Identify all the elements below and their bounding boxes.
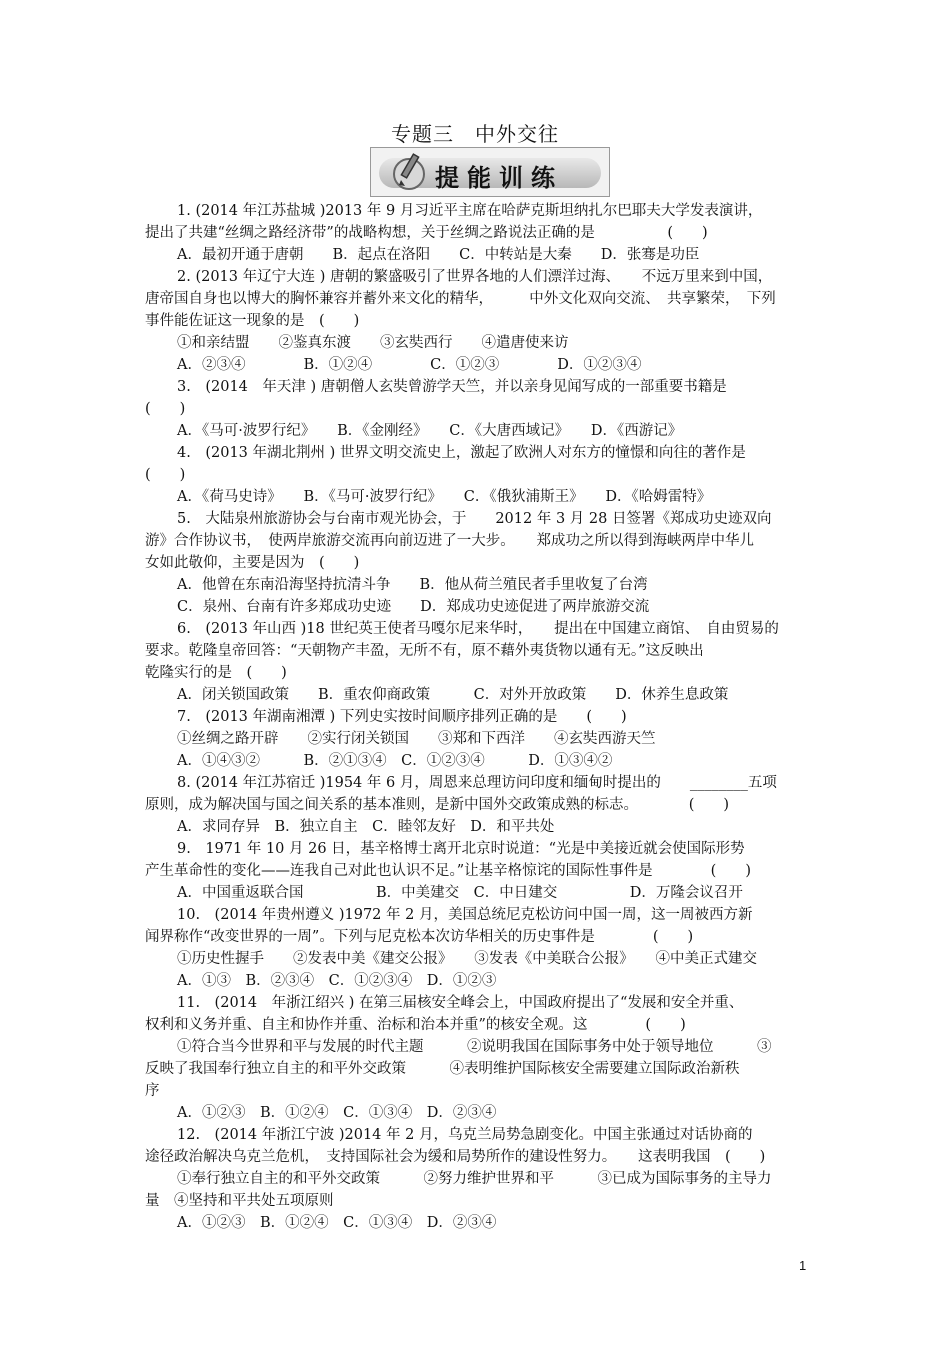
text-line: 2. (2013 年辽宁大连 ) 唐朝的繁盛吸引了世界各地的人们漂洋过海、 不远万里来到中国， [177, 269, 773, 285]
text-line: 产生革命性的变化——连我自己对此也认识不足。”让基辛格惊诧的国际性事件是 ( ) [145, 863, 751, 879]
text-line: A．①②③ B．①②④ C．①③④ D．②③④ [177, 1105, 497, 1121]
text-line: A．①④③② B．②①③④ C．①②③④ D．①③④② [177, 753, 613, 769]
page-number: 1 [799, 1258, 807, 1273]
text-line: 1. (2014 年江苏盐城 )2013 年 9 月习近平主席在哈萨克斯坦纳扎尔巴耶夫大学发表演讲， [177, 203, 763, 219]
text-line: ( ) [145, 467, 186, 483]
text-line: 5. 大陆泉州旅游协会与台南市观光协会，于 2012 年 3 月 28 日签署《郑成功史迹双向 [177, 511, 772, 527]
text-line: A．中国重返联合国 B．中美建交 C．中日建交 D．万隆会议召开 [177, 885, 743, 901]
text-line: 乾隆实行的是 ( ) [145, 665, 287, 681]
pencil-icon [387, 150, 431, 194]
text-line: 要求。乾隆皇帝回答：“天朝物产丰盈，无所不有，原不藉外夷货物以通有无。”这反映出 [145, 643, 704, 659]
text-line: 游》合作协议书， 使两岸旅游交流再向前迈进了一大步。 郑成功之所以得到海峡两岸中华儿 [145, 533, 754, 549]
text-line: C．泉州、台南有许多郑成功史迹 D．郑成功史迹促进了两岸旅游交流 [177, 599, 650, 615]
text-line: ①丝绸之路开辟 ②实行闭关锁国 ③郑和下西洋 ④玄奘西游天竺 [177, 731, 656, 747]
text-line: 9. 1971 年 10 月 26 日，基辛格博士离开北京时说道：“光是中美接近就会使国际形势 [177, 841, 745, 857]
text-line: 原则，成为解决国与国之间关系的基本准则，是新中国外交政策成熟的标志。 ( ) [145, 797, 730, 813]
text-line: 4. (2013 年湖北荆州 ) 世界文明交流史上，激起了欧洲人对东方的憧憬和向往的著作是 [177, 445, 746, 461]
text-line: A．①②③ B．①②④ C．①③④ D．②③④ [177, 1215, 497, 1231]
text-line: A．《马可·波罗行纪》 B．《金刚经》 C．《大唐西域记》 D．《西游记》 [177, 423, 683, 439]
text-line: A．最初开通于唐朝 B．起点在洛阳 C．中转站是大秦 D．张骞是功臣 [177, 247, 700, 263]
text-line: 提出了共建“丝绸之路经济带”的战略构想，关于丝绸之路说法正确的是 ( ) [145, 225, 708, 241]
question-list [145, 200, 807, 1234]
text-line: 序 [145, 1083, 160, 1099]
text-line: A．他曾在东南沿海坚持抗清斗争 B．他从荷兰殖民者手里收复了台湾 [177, 577, 648, 593]
text-line: ①奉行独立自主的和平外交政策 ②努力维护世界和平 ③已成为国际事务的主导力 [177, 1171, 772, 1187]
text-line: 途径政治解决乌克兰危机， 支持国际社会为缓和局势所作的建设性努力。 这表明我国 ( ) [145, 1149, 766, 1165]
text-line: 量 ④坚持和平共处五项原则 [145, 1193, 334, 1209]
text-line: 事件能佐证这一现象的是 ( ) [145, 313, 360, 329]
text-line: A．闭关锁国政策 B．重农仰商政策 C．对外开放政策 D．休养生息政策 [177, 687, 729, 703]
text-line: ( ) [145, 401, 186, 417]
text-line: 权利和义务并重、自主和协作并重、治标和治本并重”的核安全观。这 ( ) [145, 1017, 686, 1033]
text-line: 女如此敬仰，主要是因为 ( ) [145, 555, 360, 571]
text-line: A．求同存异 B．独立自主 C．睦邻友好 D．和平共处 [177, 819, 555, 835]
text-line: 唐帝国自身也以博大的胸怀兼容并蓄外来文化的精华， 中外文化双向交流、 共享繁荣， 下列 [145, 291, 776, 307]
text-line: 反映了我国奉行独立自主的和平外交政策 ④表明维护国际核安全需要建立国际政治新秩 [145, 1061, 740, 1077]
text-line: 6. (2013 年山西 )18 世纪英王使者马嘎尔尼来华时， 提出在中国建立商馆、 自由贸易的 [177, 621, 779, 637]
text-line: 闻界称作“改变世界的一周”。下列与尼克松本次访华相关的历史事件是 ( ) [145, 929, 694, 945]
text-line: ①符合当今世界和平与发展的时代主题 ②说明我国在国际事务中处于领导地位 ③ [177, 1039, 772, 1055]
text-line: A．②③④ B．①②④ C．①②③ D．①②③④ [177, 357, 642, 373]
page-title: 专题三 中外交往 [391, 122, 559, 146]
text-line: 10. (2014 年贵州遵义 )1972 年 2 月，美国总统尼克松访问中国一周，这一周被西方新 [177, 907, 753, 923]
text-line: 12. (2014 年浙江宁波 )2014 年 2 月，乌克兰局势急剧变化。中国主张通过对话协商的 [177, 1127, 753, 1143]
text-line: 7. (2013 年湖南湘潭 ) 下列史实按时间顺序排列正确的是 ( ) [177, 709, 627, 725]
text-line: 11. (2014 年浙江绍兴 ) 在第三届核安全峰会上，中国政府提出了“发展和安全并重、 [177, 995, 744, 1011]
text-line: ①和亲结盟 ②鉴真东渡 ③玄奘西行 ④遣唐使来访 [177, 335, 569, 351]
text-line: A．《荷马史诗》 B．《马可·波罗行纪》 C．《俄狄浦斯王》 D．《哈姆雷特》 [177, 489, 712, 505]
section-banner [370, 147, 610, 197]
banner-text: 提能训练 [435, 164, 563, 192]
text-line: 3. (2014 年天津 ) 唐朝僧人玄奘曾游学天竺，并以亲身见闻写成的一部重要书籍是 [177, 379, 727, 395]
text-line: ①历史性握手 ②发表中美《建交公报》 ③发表《中美联合公报》 ④中美正式建交 [177, 951, 757, 967]
text-line: A．①③ B．②③④ C．①②③④ D．①②③ [177, 973, 497, 989]
text-line: 8. (2014 年江苏宿迁 )1954 年 6 月，周恩来总理访问印度和缅甸时提出的 ________五项 [177, 775, 777, 791]
